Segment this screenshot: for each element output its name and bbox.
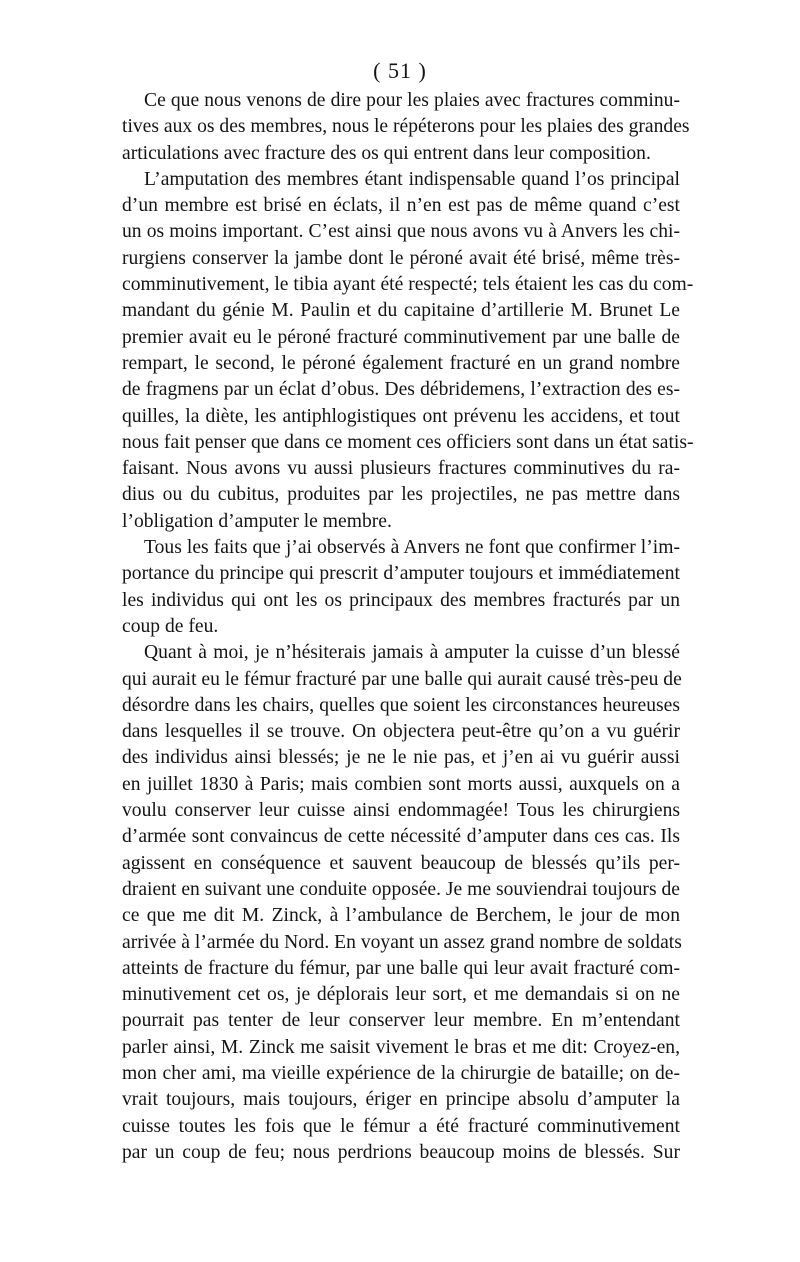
- text-line: Tous les faits que j’ai observés à Anvers ne font que confirmer l’im-: [144, 537, 680, 559]
- text-line: minutivement cet os, je déplorais leur sort, et me demandais si on ne: [122, 984, 680, 1006]
- text-line: comminutivement, le tibia ayant été respecté; tels étaient les cas du com-: [122, 274, 694, 296]
- text-line: parler ainsi, M. Zinck me saisit vivement le bras et me dit: Croyez-en,: [122, 1036, 680, 1058]
- text-line: nous fait penser que dans ce moment ces officiers sont dans un état satis-: [122, 431, 694, 453]
- text-line: atteints de fracture du fémur, par une balle qui leur avait fracturé com-: [122, 957, 680, 979]
- text-line: draient en suivant une conduite opposée. Je me souviendrai toujours de: [122, 878, 680, 900]
- text-line: faisant. Nous avons vu aussi plusieurs fractures comminutives du ra-: [122, 458, 680, 480]
- body-text: [122, 88, 694, 1166]
- text-line: L’amputation des membres étant indispensable quand l’os principal: [144, 168, 680, 190]
- text-line: Ce que nous venons de dire pour les plaies avec fractures comminu-: [144, 90, 680, 111]
- text-line: d’armée sont convaincus de cette nécessité d’amputer dans ces cas. Ils: [122, 826, 680, 848]
- text-line: mandant du génie M. Paulin et du capitaine d’artillerie M. Brunet Le: [122, 300, 680, 322]
- text-line: les individus qui ont les os principaux des membres fracturés par un: [122, 589, 680, 611]
- text-line: dius ou du cubitus, produites par les projectiles, ne pas mettre dans: [122, 484, 680, 506]
- text-line: d’un membre est brisé en éclats, il n’en est pas de même quand c’est: [122, 195, 680, 217]
- text-line: ce que me dit M. Zinck, à l’ambulance de Berchem, le jour de mon: [122, 905, 680, 927]
- text-line: arrivée à l’armée du Nord. En voyant un assez grand nombre de soldats: [122, 931, 682, 953]
- text-line: désordre dans les chairs, quelles que soient les circonstances heureuses: [122, 694, 680, 716]
- text-line: rempart, le second, le péroné également fracturé en un grand nombre: [122, 352, 680, 374]
- text-line: de fragmens par un éclat d’obus. Des débridemens, l’extraction des es-: [122, 379, 680, 401]
- text-line: en juillet 1830 à Paris; mais combien sont morts aussi, auxquels on a: [122, 773, 680, 795]
- text-line: cuisse toutes les fois que le fémur a été fracturé comminutivement: [122, 1115, 680, 1137]
- text-line: qui aurait eu le fémur fracturé par une balle qui aurait causé très-peu de: [122, 668, 682, 690]
- text-line: un os moins important. C’est ainsi que nous avons vu à Anvers les chi-: [122, 221, 680, 243]
- text-line: coup de feu.: [122, 615, 219, 637]
- text-line: par un coup de feu; nous perdrions beaucoup moins de blessés. Sur: [122, 1141, 680, 1163]
- text-line: agissent en conséquence et sauvent beaucoup de blessés qu’ils per-: [122, 852, 680, 874]
- text-line: dans lesquelles il se trouve. On objectera peut-être qu’on a vu guérir: [122, 721, 680, 743]
- text-line: articulations avec fracture des os qui entrent dans leur composition.: [122, 142, 651, 164]
- text-line: tives aux os des membres, nous le répéterons pour les plaies des grandes: [122, 116, 690, 138]
- page-number: ( 51 ): [373, 58, 427, 83]
- text-line: voulu conserver leur cuisse ainsi endommagée! Tous les chirurgiens: [122, 800, 680, 822]
- text-line: Quant à moi, je n’hésiterais jamais à amputer la cuisse d’un blessé: [144, 642, 680, 664]
- text-line: pourrait pas tenter de leur conserver leur membre. En m’entendant: [122, 1010, 680, 1032]
- text-line: quilles, la diète, les antiphlogistiques ont prévenu les accidens, et tout: [122, 405, 680, 427]
- text-line: premier avait eu le péroné fracturé comminutivement par une balle de: [122, 326, 680, 348]
- text-line: vrait toujours, mais toujours, ériger en principe absolu d’amputer la: [122, 1089, 680, 1111]
- text-line: portance du principe qui prescrit d’amputer toujours et immédiatement: [122, 563, 680, 585]
- text-line: rurgiens conserver la jambe dont le péroné avait été brisé, même très-: [122, 247, 680, 269]
- text-line: mon cher ami, ma vieille expérience de la chirurgie de bataille; on de-: [122, 1062, 680, 1084]
- text-line: des individus ainsi blessés; je ne le nie pas, et j’en ai vu guérir aussi: [122, 747, 680, 769]
- text-line: l’obligation d’amputer le membre.: [122, 510, 392, 532]
